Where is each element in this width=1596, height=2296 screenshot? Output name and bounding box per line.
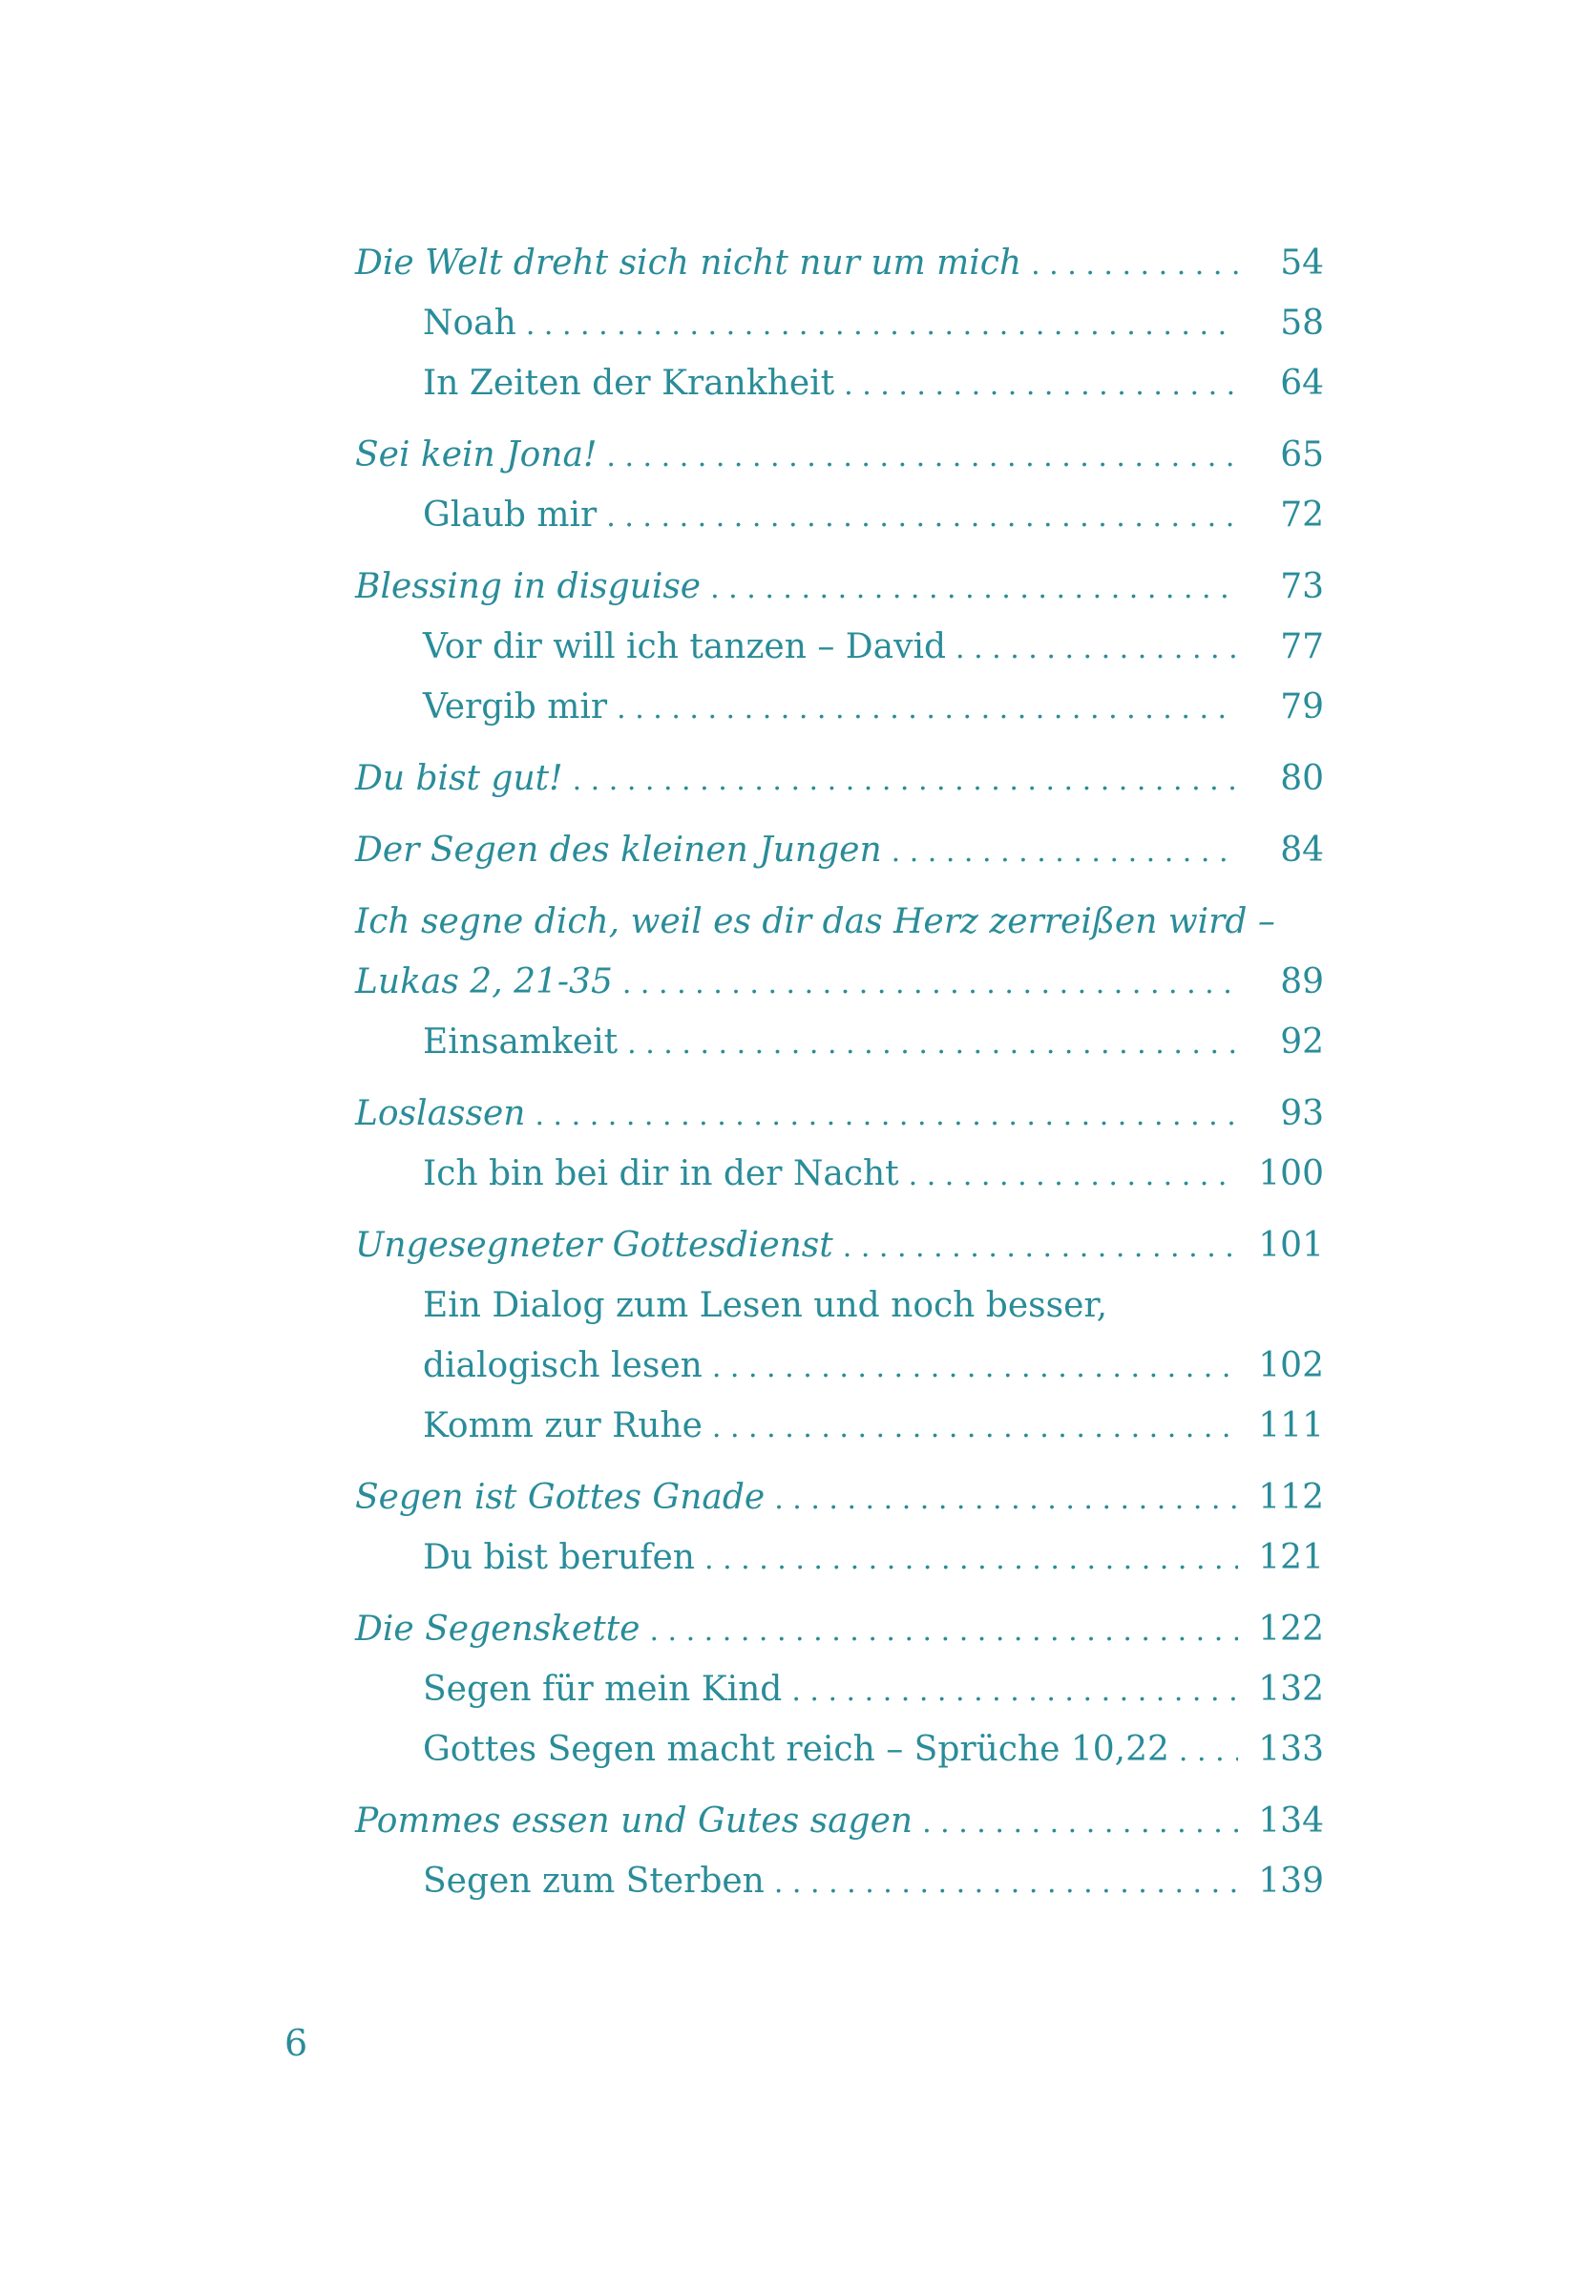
dot-leader bbox=[1179, 1735, 1238, 1768]
page-reference: 134 bbox=[1258, 1801, 1324, 1841]
page-reference: 111 bbox=[1258, 1406, 1324, 1445]
subchapter-title: Segen zum Sterben bbox=[423, 1862, 765, 1901]
chapter-title: Loslassen bbox=[355, 1094, 526, 1133]
page-reference: 93 bbox=[1280, 1094, 1324, 1133]
subchapter-title: Noah bbox=[423, 304, 516, 343]
dot-leader bbox=[606, 440, 1238, 474]
subchapter-title: Vor dir will ich tanzen – David bbox=[423, 627, 947, 666]
chapter-title: Du bist gut! bbox=[355, 759, 563, 798]
dot-leader bbox=[843, 1231, 1238, 1264]
toc-entry bbox=[355, 1286, 1324, 1346]
toc-entry bbox=[355, 495, 1324, 556]
dot-leader bbox=[573, 764, 1238, 797]
chapter-title: Lukas 2, 21-35 bbox=[355, 962, 613, 1001]
toc-entry bbox=[355, 364, 1324, 424]
subchapter-title: Segen für mein Kind bbox=[423, 1670, 783, 1709]
page-reference: 133 bbox=[1258, 1730, 1324, 1769]
chapter-title: Segen ist Gottes Gnade bbox=[355, 1478, 766, 1517]
toc-entry bbox=[355, 962, 1324, 1022]
page-reference: 80 bbox=[1280, 759, 1324, 798]
toc-entry bbox=[355, 687, 1324, 748]
toc-entry bbox=[355, 1226, 1324, 1286]
toc-entry bbox=[355, 1730, 1324, 1790]
toc-entry bbox=[355, 304, 1324, 364]
subchapter-title: Komm zur Ruhe bbox=[423, 1406, 703, 1445]
toc-entry bbox=[355, 1022, 1324, 1083]
toc-entry bbox=[355, 1154, 1324, 1214]
page-reference: 84 bbox=[1280, 831, 1324, 870]
toc-entry bbox=[355, 435, 1324, 495]
dot-leader bbox=[535, 1099, 1238, 1132]
subchapter-title: Vergib mir bbox=[423, 687, 608, 727]
dot-leader bbox=[526, 308, 1238, 342]
page-reference: 92 bbox=[1280, 1022, 1324, 1062]
dot-leader bbox=[844, 369, 1238, 402]
subchapter-title: In Zeiten der Krankheit bbox=[423, 364, 835, 403]
subchapter-title: Du bist berufen bbox=[423, 1538, 695, 1577]
dot-leader bbox=[622, 967, 1238, 1001]
dot-leader bbox=[712, 1411, 1238, 1444]
page-number: 6 bbox=[284, 2022, 308, 2064]
toc-entry bbox=[355, 831, 1324, 891]
toc-entry bbox=[355, 902, 1324, 962]
toc-entry bbox=[355, 1538, 1324, 1598]
page-reference: 65 bbox=[1280, 435, 1324, 474]
page-reference: 139 bbox=[1258, 1862, 1324, 1901]
toc-entry bbox=[355, 1346, 1324, 1406]
page-reference: 89 bbox=[1280, 962, 1324, 1001]
page-reference: 100 bbox=[1258, 1154, 1324, 1193]
chapter-title: Der Segen des kleinen Jungen bbox=[355, 831, 882, 870]
page-reference: 121 bbox=[1258, 1538, 1324, 1577]
toc-entry bbox=[355, 1862, 1324, 1922]
dot-leader bbox=[710, 572, 1238, 605]
chapter-title: Die Segenskette bbox=[355, 1610, 640, 1649]
dot-leader bbox=[712, 1351, 1238, 1384]
page-reference: 72 bbox=[1280, 495, 1324, 535]
page-reference: 122 bbox=[1258, 1610, 1324, 1649]
subchapter-title: Einsamkeit bbox=[423, 1022, 619, 1062]
page-reference: 73 bbox=[1280, 567, 1324, 606]
dot-leader bbox=[627, 1027, 1238, 1061]
subchapter-title: Ein Dialog zum Lesen und noch besser, bbox=[423, 1286, 1108, 1325]
chapter-title: Ich segne dich, weil es dir das Herz zerreißen wird – bbox=[355, 902, 1275, 941]
dot-leader bbox=[774, 1866, 1238, 1900]
page-reference: 101 bbox=[1258, 1226, 1324, 1265]
dot-leader bbox=[649, 1614, 1238, 1648]
chapter-title: Sei kein Jona! bbox=[355, 435, 598, 474]
toc-entry bbox=[355, 1478, 1324, 1538]
toc-entry bbox=[355, 1094, 1324, 1154]
subchapter-title: Gottes Segen macht reich – Sprüche 10,22 bbox=[423, 1730, 1169, 1769]
subchapter-title: dialogisch lesen bbox=[423, 1346, 703, 1385]
dot-leader bbox=[617, 692, 1238, 726]
toc-entry bbox=[355, 1801, 1324, 1862]
table-of-contents bbox=[355, 243, 1324, 1922]
page-reference: 58 bbox=[1280, 304, 1324, 343]
toc-entry bbox=[355, 627, 1324, 687]
toc-entry bbox=[355, 243, 1324, 304]
page-reference: 132 bbox=[1258, 1670, 1324, 1709]
dot-leader bbox=[892, 835, 1238, 869]
page-reference: 102 bbox=[1258, 1346, 1324, 1385]
toc-entry bbox=[355, 1610, 1324, 1670]
page-reference: 64 bbox=[1280, 364, 1324, 403]
page-reference: 77 bbox=[1280, 627, 1324, 666]
page-reference: 54 bbox=[1280, 243, 1324, 283]
subchapter-title: Ich bin bei dir in der Nacht bbox=[423, 1154, 899, 1193]
toc-entry bbox=[355, 1406, 1324, 1466]
dot-leader bbox=[956, 632, 1238, 665]
toc-entry bbox=[355, 759, 1324, 819]
page-reference: 79 bbox=[1280, 687, 1324, 727]
dot-leader bbox=[606, 500, 1238, 534]
chapter-title: Ungesegneter Gottesdienst bbox=[355, 1226, 833, 1265]
dot-leader bbox=[791, 1675, 1238, 1708]
dot-leader bbox=[774, 1483, 1238, 1516]
dot-leader bbox=[909, 1159, 1238, 1192]
toc-entry bbox=[355, 567, 1324, 627]
chapter-title: Pommes essen und Gutes sagen bbox=[355, 1801, 914, 1841]
subchapter-title: Glaub mir bbox=[423, 495, 598, 535]
chapter-title: Die Welt dreht sich nicht nur um mich bbox=[355, 243, 1022, 283]
dot-leader bbox=[922, 1806, 1238, 1840]
dot-leader bbox=[704, 1543, 1238, 1576]
page-reference: 112 bbox=[1258, 1478, 1324, 1517]
toc-entry bbox=[355, 1670, 1324, 1730]
chapter-title: Blessing in disguise bbox=[355, 567, 702, 606]
dot-leader bbox=[1031, 248, 1238, 282]
